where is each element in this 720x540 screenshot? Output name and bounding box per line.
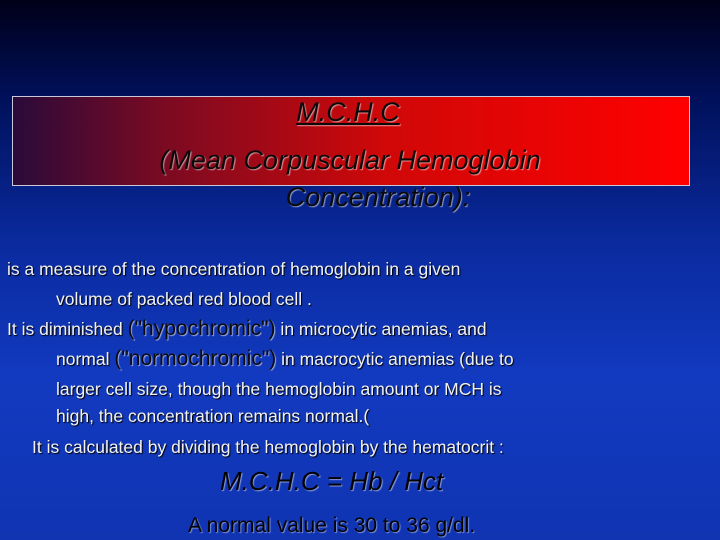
normal-value: A normal value is 30 to 36 g/dl. [188,514,476,537]
calculation-text: It is calculated by dividing the hemoglobin by the hematocrit : [32,437,504,457]
title-abbrev: M.C.H.C [296,97,400,127]
diminished-line2 [56,344,514,374]
macrocytic-suffix: in macrocytic anemias (due to [276,349,514,369]
diminished-mid: in microcytic anemias, and [275,319,487,339]
title-full-line1: (Mean Corpuscular Hemoglobin [159,145,541,175]
formula: M.C.H.C = Hb / Hct [220,466,444,496]
title-full-line2: Concentration): [285,182,471,212]
diminished-line3: larger cell size, though the hemoglobin amount or MCH is [56,379,502,399]
normal-prefix: normal [56,349,115,369]
diminished-prefix: It is diminished [7,319,128,339]
diminished-line1 [7,314,487,344]
diminished-line4: high, the concentration remains normal.( [56,406,370,426]
normochromic-term: ("normochromic") [114,347,277,370]
definition-line1: is a measure of the concentration of hemoglobin in a given [7,259,461,279]
hypochromic-term: ("hypochromic") [127,317,276,340]
definition-line2: volume of packed red blood cell . [56,289,312,309]
